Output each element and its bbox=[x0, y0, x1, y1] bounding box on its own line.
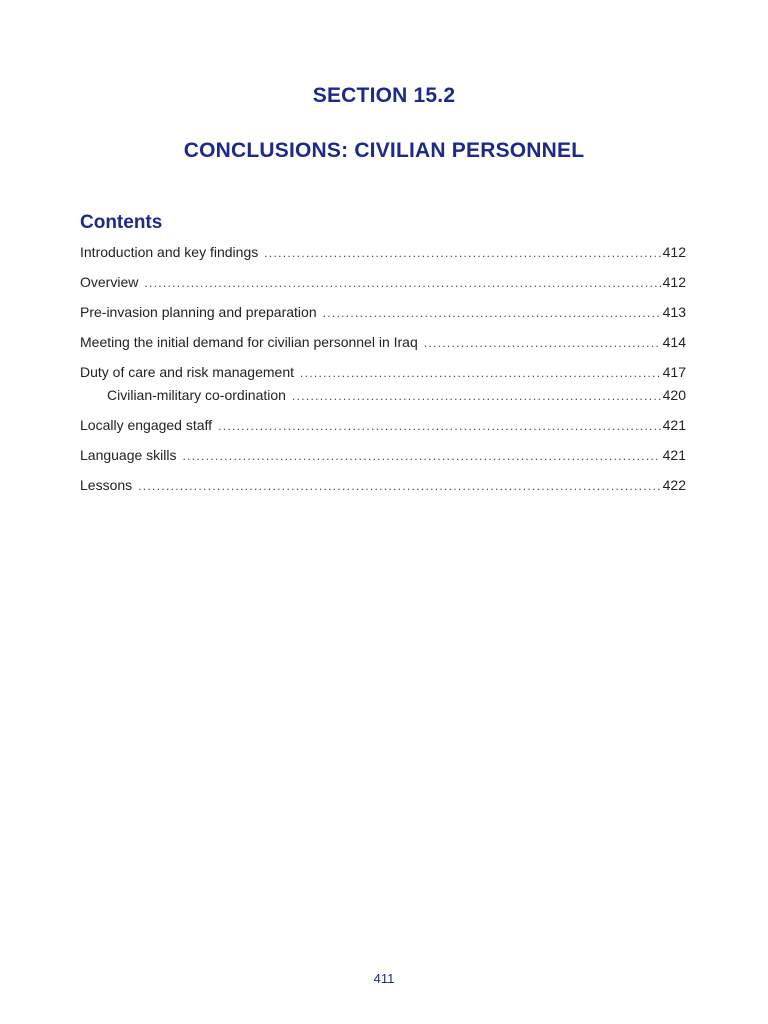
toc-entry-label: Locally engaged staff bbox=[80, 417, 213, 433]
toc-subentry[interactable] bbox=[80, 386, 686, 404]
dot-leader bbox=[292, 387, 661, 405]
toc-entry[interactable] bbox=[80, 416, 686, 434]
toc-entry[interactable] bbox=[80, 303, 686, 321]
toc-entry-page: 413 bbox=[662, 304, 686, 320]
dot-leader bbox=[300, 364, 661, 382]
section-number: SECTION 15.2 bbox=[312, 84, 456, 107]
toc-entry-page: 421 bbox=[662, 417, 686, 433]
dot-leader bbox=[424, 334, 661, 352]
section-title: CONCLUSIONS: CIVILIAN PERSONNEL bbox=[183, 139, 585, 162]
dot-leader bbox=[144, 274, 660, 292]
dot-leader bbox=[138, 477, 660, 495]
toc-entry[interactable] bbox=[80, 446, 686, 464]
toc-entry-page: 414 bbox=[662, 334, 686, 350]
dot-leader bbox=[323, 304, 661, 322]
toc-entry-label: Introduction and key findings bbox=[80, 244, 259, 260]
toc-entry-page: 412 bbox=[662, 244, 686, 260]
toc-entry-page: 421 bbox=[662, 447, 686, 463]
dot-leader bbox=[264, 244, 660, 262]
page-number: 411 bbox=[373, 971, 395, 986]
toc-entry-page: 417 bbox=[662, 364, 686, 380]
toc-entry-label: Lessons bbox=[80, 477, 133, 493]
toc-entry[interactable] bbox=[80, 476, 686, 494]
toc-entry[interactable] bbox=[80, 273, 686, 291]
dot-leader bbox=[183, 447, 661, 465]
toc-entry-label: Overview bbox=[80, 274, 139, 290]
toc-entry[interactable] bbox=[80, 363, 686, 381]
table-of-contents bbox=[80, 243, 686, 506]
toc-entry-label: Language skills bbox=[80, 447, 177, 463]
toc-entry-page: 412 bbox=[662, 274, 686, 290]
toc-entry[interactable] bbox=[80, 243, 686, 261]
toc-entry[interactable] bbox=[80, 333, 686, 351]
toc-entry-page: 420 bbox=[662, 387, 686, 403]
toc-entry-page: 422 bbox=[662, 477, 686, 493]
toc-entry-label: Pre-invasion planning and preparation bbox=[80, 304, 317, 320]
toc-entry-label: Meeting the initial demand for civilian personnel in Iraq bbox=[80, 334, 418, 350]
toc-entry-label: Civilian-military co-ordination bbox=[107, 387, 286, 403]
toc-entry-label: Duty of care and risk management bbox=[80, 364, 294, 380]
dot-leader bbox=[218, 417, 661, 435]
contents-heading: Contents bbox=[80, 212, 163, 233]
